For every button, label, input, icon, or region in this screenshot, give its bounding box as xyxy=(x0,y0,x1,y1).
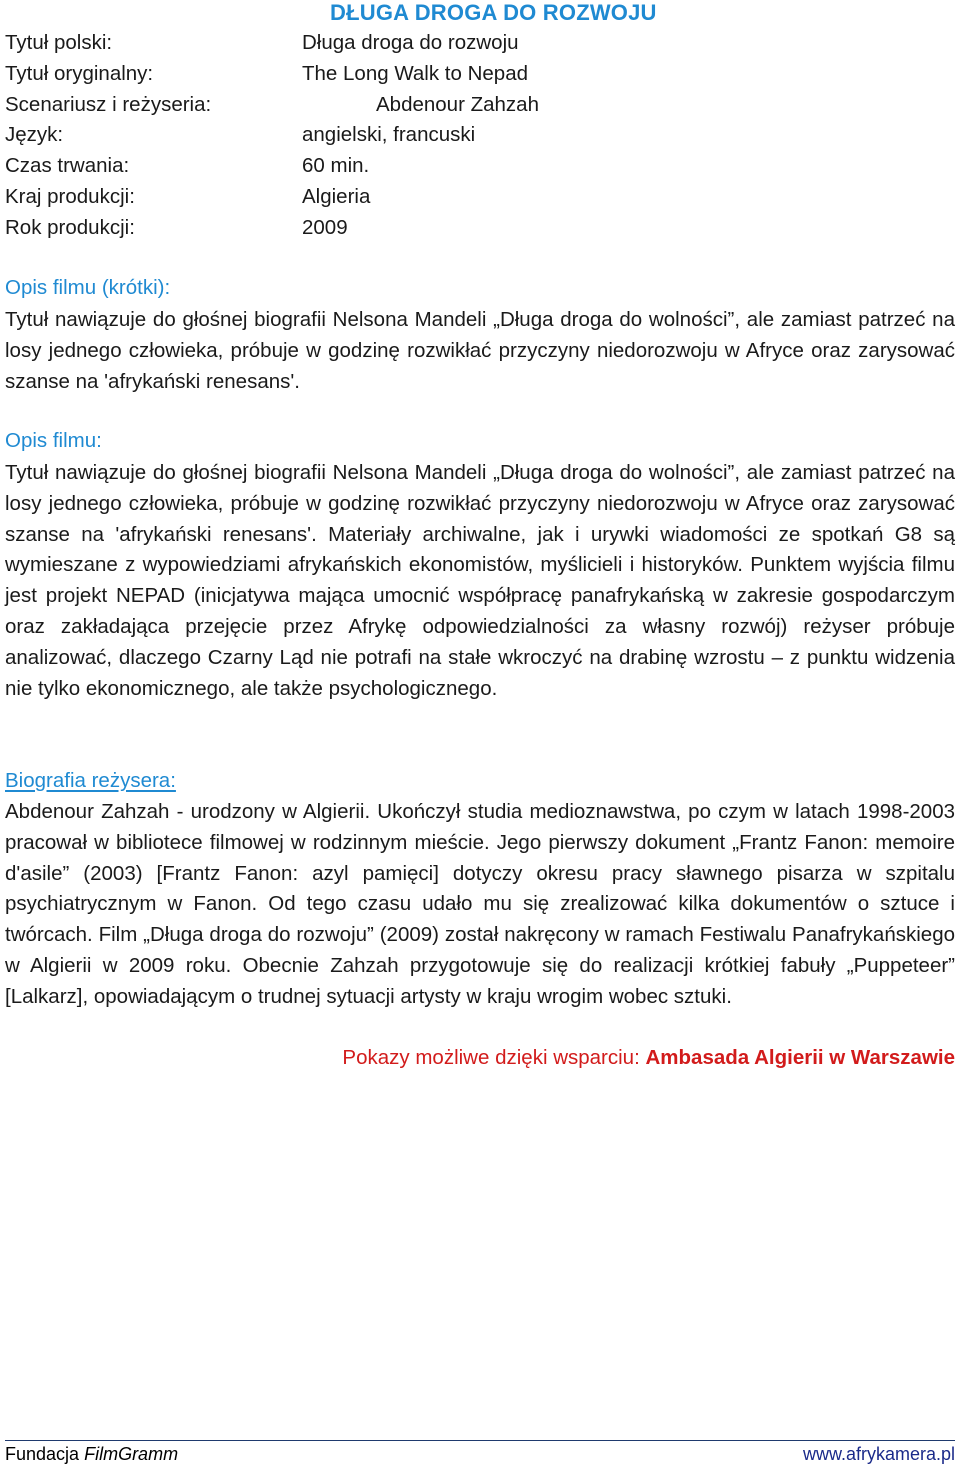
meta-value: Algieria xyxy=(302,184,371,208)
footer-org-prefix: Fundacja xyxy=(5,1444,80,1464)
meta-value: Abdenour Zahzah xyxy=(376,92,539,116)
meta-row-year xyxy=(5,213,955,244)
meta-row-country xyxy=(5,182,955,213)
description-heading: Opis filmu: xyxy=(5,429,102,452)
support-note xyxy=(5,1043,955,1073)
meta-label: Tytuł polski: xyxy=(5,31,113,54)
meta-label: Czas trwania: xyxy=(5,154,130,178)
director-bio-heading: Biografia reżysera: xyxy=(5,769,176,792)
meta-label: Kraj produkcji: xyxy=(5,184,135,208)
footer-organization xyxy=(5,1442,178,1466)
meta-row-language xyxy=(5,120,955,151)
document-title: DŁUGA DROGA DO ROZWOJU xyxy=(330,0,657,25)
meta-label: Rok produkcji: xyxy=(5,215,135,239)
meta-label: Język: xyxy=(5,123,64,147)
meta-value: The Long Walk to Nepad xyxy=(302,61,529,85)
support-sponsor: Ambasada Algierii w Warszawie xyxy=(645,1046,955,1069)
meta-value: 60 min. xyxy=(302,154,370,178)
meta-row-polish-title xyxy=(5,28,955,59)
footer-website-link[interactable]: www.afrykamera.pl xyxy=(802,1444,955,1464)
support-label: Pokazy możliwe dzięki wsparciu: xyxy=(342,1046,640,1069)
meta-label: Scenariusz i reżyseria: xyxy=(5,92,212,116)
short-description-text: Tytuł nawiązuje do głośnej biografii Nelsona Mandeli „Długa droga do wolności”, ale zamiast patrzeć na losy jednego człowieka, próbuje w godzinę rozwikłać przyczyny niedorozwoju w Afryce oraz zarysować szanse na 'afrykański renesans'. xyxy=(5,308,955,393)
meta-row-duration xyxy=(5,151,955,182)
footer-divider xyxy=(5,1440,955,1441)
meta-row-director xyxy=(5,90,955,121)
meta-value: Długa droga do rozwoju xyxy=(302,31,519,54)
meta-value: angielski, francuski xyxy=(302,123,476,147)
short-description-heading: Opis filmu (krótki): xyxy=(5,276,171,299)
director-bio-text: Abdenour Zahzah - urodzony w Algierii. Ukończył studia medioznawstwa, po czym w latach 1998-2003 pracował w bibliotece filmowej w rodzinnym mieście. Jego pierwszy dokument „Frantz Fanon: memoire d'asile” (2003) [Frantz Fanon: azyl pamięci] dotyczy okresu pracy sławnego pisarza w szpitalu psychiatrycznym w Fanon. Od tego czasu udało mu się zrealizować kilka dokumentów o sztuce i twórcach. Film „Długa droga do rozwoju” (2009) został nakręcony w ramach Festiwalu Panafrykańskiego w Algierii w 2009 roku. Obecnie Zahzah przygotowuje się do realizacji krótkiej fabuły „Puppeteer” [Lalkarz], opowiadającym o trudnej sytuacji artysty w kraju wrogim wobec sztuki. xyxy=(5,800,955,1008)
meta-row-original-title xyxy=(5,59,955,90)
film-metadata xyxy=(5,28,955,244)
meta-label: Tytuł oryginalny: xyxy=(5,61,154,85)
meta-value: 2009 xyxy=(302,215,348,239)
footer-org-name: FilmGramm xyxy=(84,1444,179,1464)
description-text: Tytuł nawiązuje do głośnej biografii Nelsona Mandeli „Długa droga do wolności”, ale zamiast patrzeć na losy jednego człowieka, próbuje w godzinę rozwikłać przyczyny niedorozwoju w Afryce oraz zarysować szanse na 'afrykański renesans'. Materiały archiwalne, jak i urywki wiadomości ze spotkań G8 są wymieszane z wypowiedziami afrykańskich ekonomistów, myślicieli i historyków. Punktem wyjścia filmu jest projekt NEPAD (inicjatywa mająca umocnić współpracę panafrykańską w zakresie gospodarczym oraz zakładająca przejęcie przez Afrykę odpowiedzialności za własny rozwój) reżyser próbuje analizować, dlaczego Czarny Ląd nie potrafi na stałe wkroczyć na drabinę wzrostu – z punktu widzenia nie tylko ekonomicznego, ale także psychologicznego. xyxy=(5,461,955,700)
